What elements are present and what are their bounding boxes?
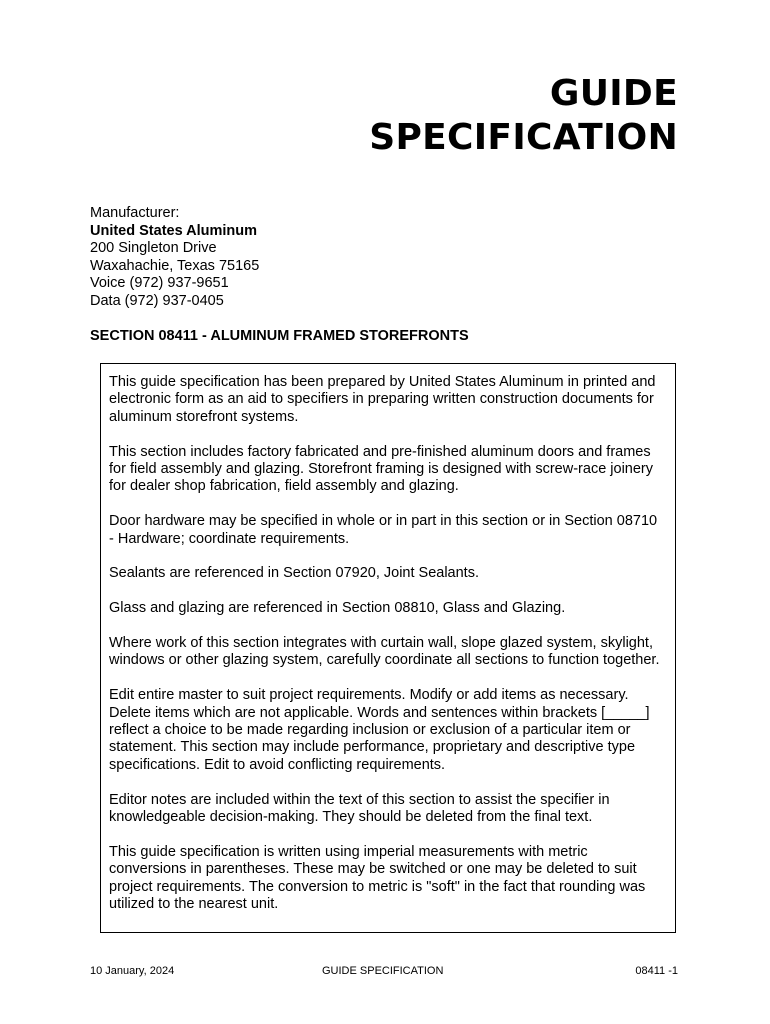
footer-document-label: GUIDE SPECIFICATION bbox=[322, 965, 444, 977]
manufacturer-label: Manufacturer: bbox=[90, 205, 180, 221]
title-line-2: SPECIFICATION bbox=[369, 117, 678, 158]
footer-page-number: 08411 -1 bbox=[635, 965, 678, 977]
document-title bbox=[178, 72, 678, 160]
note-paragraph: Door hardware may be specified in whole or in part in this section or in Section 08710 - Hardware; coordinate requirements. bbox=[109, 513, 658, 547]
manufacturer-data-phone: Data (972) 937-0405 bbox=[90, 292, 224, 309]
footer-date: 10 January, 2024 bbox=[90, 965, 175, 977]
specifier-notes-box bbox=[100, 363, 676, 933]
manufacturer-address-line-2: Waxahachie, Texas 75165 bbox=[90, 257, 260, 274]
section-heading: SECTION 08411 - ALUMINUM FRAMED STOREFRONTS bbox=[90, 328, 469, 344]
manufacturer-block bbox=[90, 205, 259, 310]
manufacturer-address-line-1: 200 Singleton Drive bbox=[90, 240, 217, 256]
manufacturer-voice-phone: Voice (972) 937-9651 bbox=[90, 275, 229, 291]
title-line-1: GUIDE bbox=[549, 73, 678, 114]
note-paragraph: Where work of this section integrates with curtain wall, slope glazed system, skylight, windows or other glazing system, carefully coordinate all sections to function together. bbox=[109, 635, 660, 669]
note-paragraph: Glass and glazing are referenced in Section 08810, Glass and Glazing. bbox=[109, 600, 566, 617]
note-paragraph: This guide specification is written using imperial measurements with metric conversions in parentheses. These may be switched or one may be deleted to suit project requirements. The conversion to metric is "soft" in the fact that rounding was utilized to the nearest unit. bbox=[109, 843, 646, 913]
note-paragraph: Sealants are referenced in Section 07920, Joint Sealants. bbox=[109, 565, 479, 582]
note-paragraph: This guide specification has been prepared by United States Aluminum in printed and electronic form as an aid to specifiers in preparing written construction documents for aluminum storefront systems. bbox=[109, 374, 656, 425]
manufacturer-name: United States Aluminum bbox=[90, 222, 258, 239]
note-paragraph: This section includes factory fabricated and pre-finished aluminum doors and frames for field assembly and glazing. Storefront framing is designed with screw-race joinery for dealer shop fabrication, field assembly and glazing. bbox=[109, 443, 653, 495]
note-paragraph: Edit entire master to suit project requirements. Modify or add items as necessary. Delete items which are not applicable. Words and sentences within brackets [_____] reflect a choice to be made regarding inclusion or exclusion of a particular item or statement. This section may include performance, proprietary and descriptive type specifications. Edit to avoid conflicting requirements. bbox=[109, 687, 650, 773]
note-paragraph: Editor notes are included within the text of this section to assist the specifier in knowledgeable decision-making. They should be deleted from the final text. bbox=[109, 791, 610, 826]
